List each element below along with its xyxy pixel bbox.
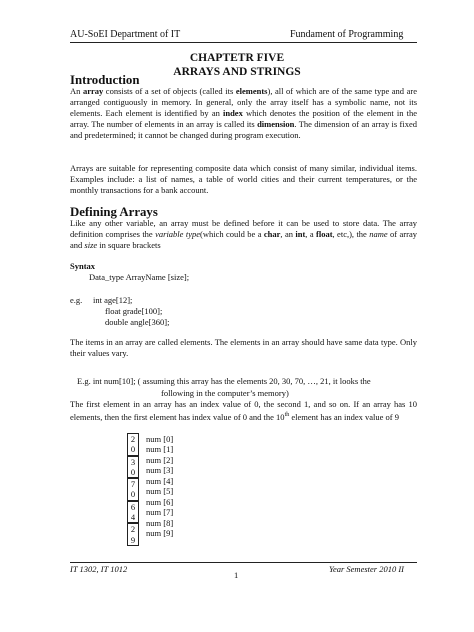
memory-label: num [2] xyxy=(146,455,174,465)
example-int-age: int age[12]; xyxy=(93,295,133,305)
syntax-line: Data_type ArrayName [size]; xyxy=(89,272,190,282)
memory-cell-group xyxy=(127,433,139,456)
memory-cell-group xyxy=(127,456,139,479)
page-number: 1 xyxy=(234,570,239,580)
memory-label: num [0] xyxy=(146,434,174,444)
memory-diagram xyxy=(127,433,139,546)
memory-cell: 0 xyxy=(127,467,139,477)
footer-semester: Year Semester 2010 II xyxy=(329,564,404,574)
memory-cell: 0 xyxy=(127,444,139,454)
intro-paragraph-1: An array consists of a set of objects (called its elements), all of which are of the same type and are arranged contiguously in memory. In general, only the array itself has a symbolic name, not its elements. Each element is identified by an index which denotes the position of the element in the array. The number of elements in an array is called its dimension. The dimension of an array is fixed and predetermined; it cannot be changed during program execution. xyxy=(70,86,417,140)
example-num-line-2: following in the computer’s memory) xyxy=(161,388,289,398)
memory-cell: 7 xyxy=(127,479,139,489)
example-float-grade: float grade[100]; xyxy=(105,306,163,316)
elements-paragraph: The items in an array are called elements. The elements in an array should have same data type. Only their values vary. xyxy=(70,337,417,358)
header-department: AU-SoEI Department of IT xyxy=(70,29,181,40)
footer-rule xyxy=(70,562,417,563)
memory-label: num [6] xyxy=(146,497,174,507)
memory-cell-group xyxy=(127,478,139,501)
header-course: Fundament of Programming xyxy=(290,29,404,40)
memory-label: num [3] xyxy=(146,465,174,475)
memory-cell-group xyxy=(127,523,139,546)
memory-cell: 2 xyxy=(127,434,139,444)
footer-course-codes: IT 1302, IT 1012 xyxy=(70,564,128,574)
memory-label: num [7] xyxy=(146,507,174,517)
index-paragraph: The first element in an array has an index value of 0, the second 1, and so on. If an array has 10 elements, then the first element has index value of 0 and the 10th element has an index value of 9 xyxy=(70,399,417,422)
defining-paragraph: Like any other variable, an array must be defined before it can be used to store data. The array definition comprises the variable type(which could be a char, an int, a float, etc,), the name of array and size in square brackets xyxy=(70,218,417,250)
intro-paragraph-2: Arrays are suitable for representing composite data which consist of many similar, individual items. Examples include: a list of names, a table of world cities and their current temperatures, or the monthly transactions for a bank account. xyxy=(70,163,417,195)
memory-cell: 6 xyxy=(127,502,139,512)
chapter-subtitle: ARRAYS AND STRINGS xyxy=(173,66,301,78)
memory-cell: 2 xyxy=(127,524,139,534)
heading-introduction: Introduction xyxy=(70,73,140,87)
memory-label: num [4] xyxy=(146,476,174,486)
memory-cell: 0 xyxy=(127,489,139,499)
memory-cell: 3 xyxy=(127,457,139,467)
memory-cell: 4 xyxy=(127,512,139,522)
memory-cell-group xyxy=(127,501,139,524)
memory-label: num [5] xyxy=(146,486,174,496)
heading-defining-arrays: Defining Arrays xyxy=(70,205,158,219)
example-double-angle: double angle[360]; xyxy=(105,317,170,327)
memory-label: num [1] xyxy=(146,444,174,454)
example-num-line-1: E.g. int num[10]; ( assuming this array has the elements 20, 30, 70, …, 21, it looks the xyxy=(77,376,371,386)
example-label: e.g. xyxy=(70,295,83,305)
chapter-title: CHAPTETR FIVE xyxy=(189,52,285,64)
header-rule xyxy=(70,42,417,43)
memory-cell: 9 xyxy=(127,535,139,545)
memory-label: num [8] xyxy=(146,518,174,528)
memory-label: num [9] xyxy=(146,528,174,538)
syntax-label: Syntax xyxy=(70,261,96,271)
